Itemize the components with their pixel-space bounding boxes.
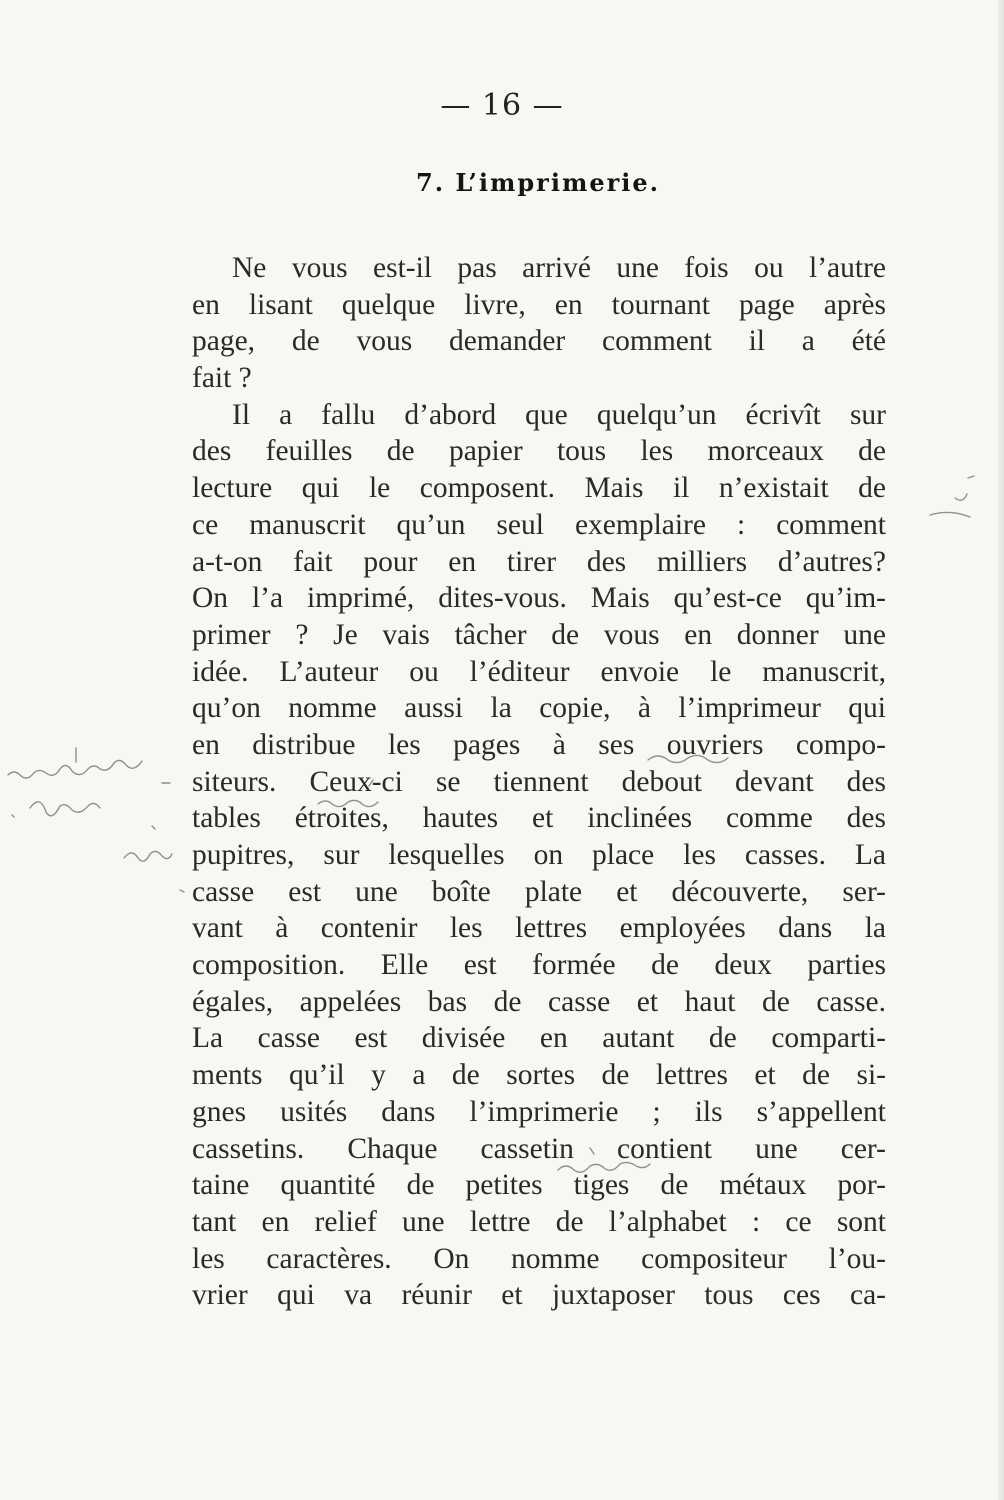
text-line: page, de vous demander comment il a été (192, 325, 886, 358)
text-line: siteurs. Ceux-ci se tiennent debout devant des (192, 765, 886, 798)
chapter-title: 7. L’imprimerie. (416, 168, 660, 197)
pencil-mark (8, 760, 142, 778)
text-line: Ne vous est-il pas arrivé une fois ou l’autre (232, 252, 886, 284)
text-line: vant à contenir les lettres employées dans la (192, 912, 886, 945)
text-line: taine quantité de petites tiges de métaux por- (192, 1169, 886, 1202)
pencil-mark (124, 851, 172, 861)
text-line: égales, appelées bas de casse et haut de casse. (192, 985, 886, 1018)
text-line: gnes usités dans l’imprimerie ; ils s’appellent (192, 1095, 886, 1128)
text-line: ce manuscrit qu’un seul exemplaire : comment (192, 508, 886, 541)
text-line: en lisant quelque livre, en tournant page après (192, 288, 886, 321)
page-number: — 16 — (440, 88, 564, 123)
text-line: cassetins. Chaque cassetin contient une cer- (192, 1132, 886, 1165)
pencil-mark (968, 476, 974, 478)
text-line: Il a fallu d’abord que quelqu’un écrivît sur (232, 398, 886, 431)
text-line: La casse est divisée en autant de comparti- (192, 1022, 886, 1055)
text-line: les caractères. On nomme compositeur l’ou- (192, 1242, 886, 1275)
body-text (192, 250, 886, 1314)
pencil-mark (955, 494, 967, 500)
text-line: ments qu’il y a de sortes de lettres et de si- (192, 1059, 886, 1092)
text-line: idée. L’auteur ou l’éditeur envoie le manuscrit, (192, 655, 886, 688)
text-line: vrier qui va réunir et juxtaposer tous ces ca- (192, 1279, 886, 1312)
text-line: casse est une boîte plate et découverte, ser- (192, 875, 886, 908)
pencil-mark (930, 512, 970, 517)
text-line: primer ? Je vais tâcher de vous en donner une (192, 618, 886, 651)
text-line: qu’on nomme aussi la copie, à l’imprimeur qui (192, 692, 886, 725)
page-edge-shadow (998, 0, 1004, 1500)
text-line: tant en relief une lettre de l’alphabet : ce sont (192, 1205, 886, 1238)
text-line: On l’a imprimé, dites-vous. Mais qu’est-ce qu’im- (192, 582, 886, 615)
text-line: des feuilles de papier tous les morceaux de (192, 435, 886, 468)
text-line: composition. Elle est formée de deux parties (192, 949, 886, 982)
text-line: en distribue les pages à ses ouvriers compo- (192, 728, 886, 761)
text-line: pupitres, sur lesquelles on place les casses. La (192, 839, 886, 871)
pencil-mark (180, 890, 184, 892)
pencil-mark (30, 802, 100, 816)
pencil-mark (152, 826, 155, 829)
pencil-mark (12, 815, 14, 817)
text-line: tables étroites, hautes et inclinées comme des (192, 802, 886, 835)
text-line: fait ? (192, 362, 252, 395)
text-line: lecture qui le composent. Mais il n’existait de (192, 472, 886, 505)
text-line: a-t-on fait pour en tirer des milliers d’autres? (192, 545, 886, 578)
